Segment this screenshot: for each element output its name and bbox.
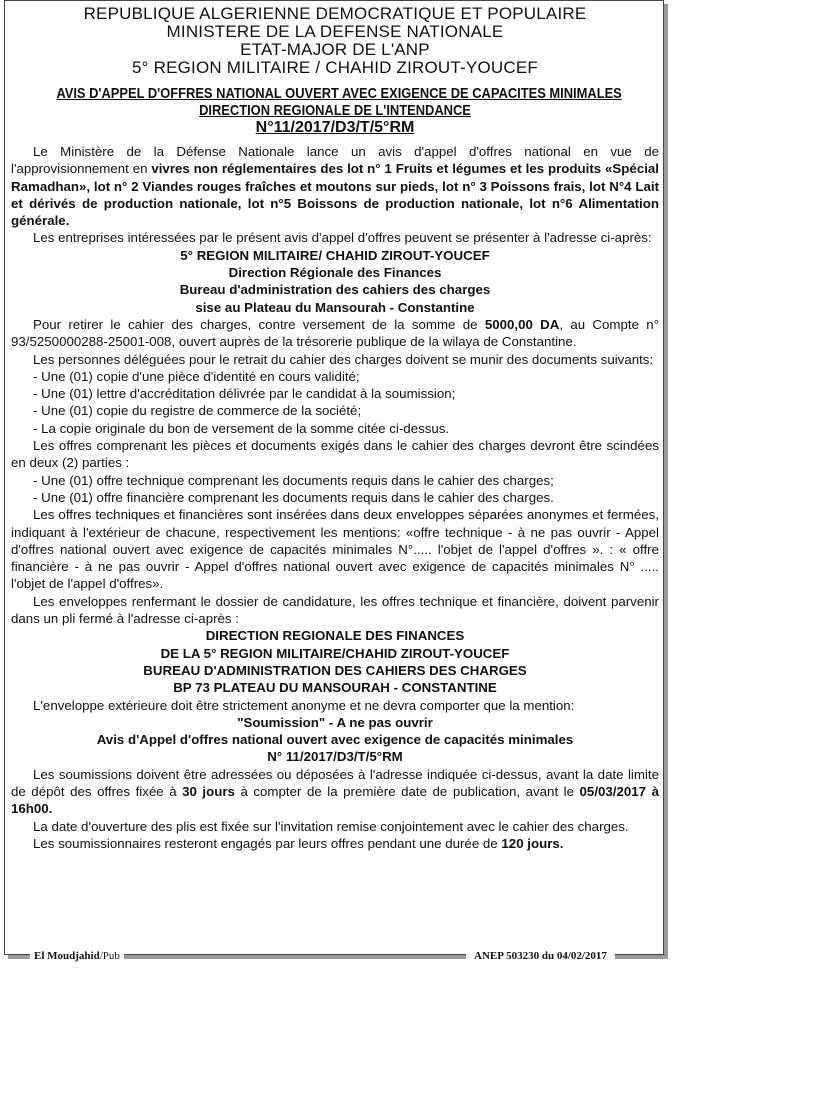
tender-notice bbox=[4, 0, 664, 955]
notice-title: AVIS D'APPEL D'OFFRES NATIONAL OUVERT AVEC EXIGENCE DE CAPACITES MINIMALES bbox=[56, 85, 622, 102]
list-item: - Une (01) copie du registre de commerce de la société; bbox=[33, 403, 362, 419]
paragraph-deadline: Les soumissions doivent être adressées ou déposées à l'adresse indiquée ci-dessus, avant la date limite de dépôt des offres fixée à 30 jours à compter de la première date de publication, avant le 05/03/2017 à 16h00. bbox=[11, 766, 659, 817]
footer-publication: El Moudjahid/Pub bbox=[30, 948, 124, 964]
mention-line: N° 11/2017/D3/T/5°RM bbox=[267, 749, 403, 765]
header-republic: REPUBLIQUE ALGERIENNE DEMOCRATIQUE ET POPULAIRE bbox=[83, 4, 587, 23]
paragraph-delivery: Les enveloppes renfermant le dossier de candidature, les offres technique et financière, doivent parvenir dans un pli fermé à l'adresse ci-après : bbox=[11, 593, 659, 627]
paragraph-intro: Le Ministère de la Défense Nationale lance un avis d'appel d'offres national en vue de l'approvisionnement en vivres non réglementaires des lot n° 1 Fruits et légumes et les produits «Spécial Ramadhan», lot n° 2 Viandes rouges fraîches et moutons sur pieds, lot n° 3 Poissons frais, lot N°4 Lait et dérivés de production nationale, lot n°5 Boissons de production nationale, lot n°6 Alimentation générale. bbox=[11, 144, 659, 229]
mention-line: "Soumission" - A ne pas ouvrir bbox=[237, 714, 433, 730]
address-line: DIRECTION REGIONALE DES FINANCES bbox=[205, 628, 465, 644]
address-line: Direction Régionale des Finances bbox=[228, 265, 442, 281]
footer-anep-reference: ANEP 503230 du 04/02/2017 bbox=[466, 948, 615, 964]
paragraph-payment: Pour retirer le cahier des charges, contre versement de la somme de 5000,00 DA, au Compte n° 93/5250000288-25001-008, ouvert auprès de la trésorerie publique de la wilaya de Constantine. bbox=[11, 316, 659, 350]
list-item: - Une (01) copie d'une pièce d'identité en cours validité; bbox=[33, 368, 360, 384]
address-line: BP 73 PLATEAU DU MANSOURAH - CONSTANTINE bbox=[173, 680, 497, 696]
notice-content bbox=[11, 5, 659, 852]
paragraph-envelopes: Les offres techniques et financières sont insérées dans deux enveloppes séparées anonymes et fermées, indiquant à l'extérieur de chacune, respectivement les mentions: «offre technique - à ne pas ouvrir - Appel d'offres national ouvert avec exigence de capacités minimales N°..... l'objet de l'appel d'offres ». : « offre financière - à ne pas ouvrir - Appel d'offres national ouvert avec exigence de capacités minimales N° ..... l'objet de l'appel d'offres». bbox=[11, 507, 659, 592]
address-line: BUREAU D'ADMINISTRATION DES CAHIERS DES CHARGES bbox=[143, 662, 527, 678]
list-item: - La copie originale du bon de versement de la somme citée ci-dessus. bbox=[33, 420, 450, 436]
mention-line: Avis d'Appel d'offres national ouvert avec exigence de capacités minimales bbox=[96, 732, 574, 748]
paragraph-interested: Les entreprises intéressées par le présent avis d'appel d'offres peuvent se présenter à l'adresse ci-après: bbox=[33, 230, 652, 246]
address-line: DE LA 5° REGION MILITAIRE/CHAHID ZIROUT-YOUCEF bbox=[160, 645, 510, 661]
paragraph-validity: Les soumissionnaires resteront engagés par leurs offres pendant une durée de 120 jours. bbox=[33, 835, 564, 851]
header-region: 5° REGION MILITAIRE / CHAHID ZIROUT-YOUCEF bbox=[132, 58, 538, 77]
list-item: - Une (01) lettre d'accréditation délivrée par le candidat à la soumission; bbox=[33, 386, 456, 402]
paragraph-delegates: Les personnes déléguées pour le retrait du cahier des charges doivent se munir des documents suivants: bbox=[33, 351, 654, 367]
paragraph-opening: La date d'ouverture des plis est fixée sur l'invitation remise conjointement avec le cahier des charges. bbox=[33, 818, 629, 834]
address-line: sise au Plateau du Mansourah - Constantine bbox=[195, 299, 475, 315]
address-line: 5° REGION MILITAIRE/ CHAHID ZIROUT-YOUCEF bbox=[180, 247, 490, 263]
paragraph-outer-envelope: L'enveloppe extérieure doit être strictement anonyme et ne devra comporter que la mention: bbox=[33, 697, 575, 713]
header-staff: ETAT-MAJOR DE L'ANP bbox=[240, 40, 430, 59]
notice-direction: DIRECTION REGIONALE DE L'INTENDANCE bbox=[199, 102, 471, 119]
notice-reference: N°11/2017/D3/T/5°RM bbox=[255, 119, 415, 136]
list-item: - Une (01) offre technique comprenant les documents requis dans le cahier des charges; bbox=[33, 472, 554, 488]
address-line: Bureau d'administration des cahiers des charges bbox=[179, 282, 491, 298]
paragraph-offers: Les offres comprenant les pièces et documents exigés dans le cahier des charges devront être scindées en deux (2) parties : bbox=[11, 438, 659, 471]
list-item: - Une (01) offre financière comprenant les documents requis dans le cahier des charges. bbox=[33, 489, 554, 505]
header-ministry: MINISTERE DE LA DEFENSE NATIONALE bbox=[166, 22, 504, 41]
